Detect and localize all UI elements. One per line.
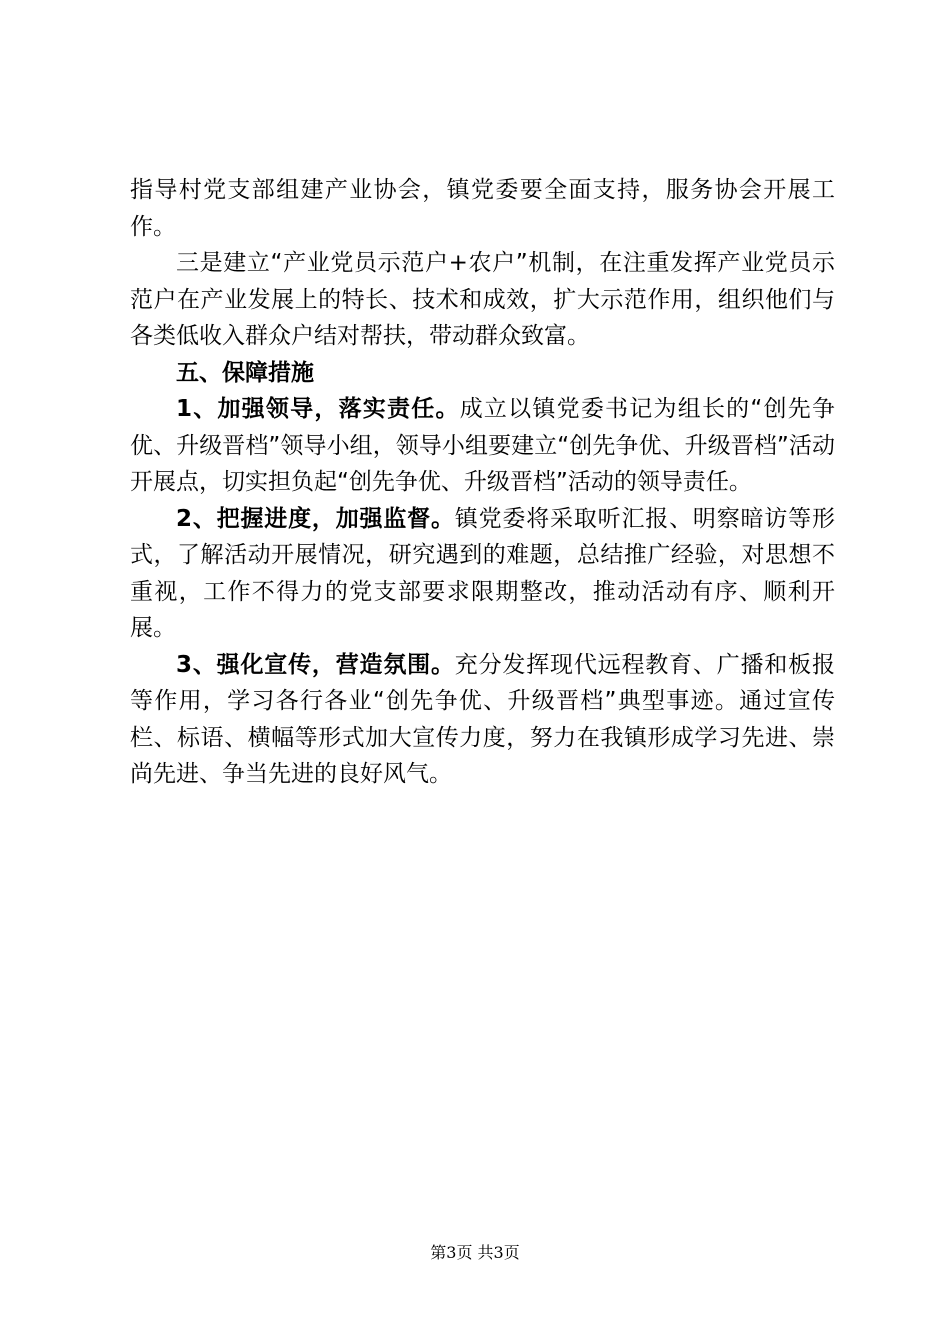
paragraph-leadership-lead: 1、加强领导，落实责任。 [176,396,460,422]
page-number-label: 第3页 共3页 [430,1243,520,1262]
paragraph-supervision-text: 镇党委将采取听汇报、明察暗访等形式，了解活动开展情况，研究遇到的难题，总结推广经验，对思想不重视，工作不得力的党支部要求限期整改，推动活动有序、顺利开展。 [130,505,835,641]
paragraph-continuation: 指导村党支部组建产业协会，镇党委要全面支持，服务协会开展工作。 [130,177,835,240]
paragraph-supervision-lead: 2、把握进度，加强监督。 [176,505,455,532]
paragraph-supervision [130,501,835,647]
paragraph-leadership [130,391,835,501]
paragraph-leadership-text: 成立以镇党委书记为组长的“创先争优、升级晋档”领导小组，领导小组要建立“创先争优、升级晋档”活动开展点，切实担负起“创先争优、升级晋档”活动的领导责任。 [130,396,835,495]
document-body [130,172,835,793]
paragraph-publicity [130,647,835,793]
paragraph-publicity-lead: 3、强化宣传，营造氛围。 [176,651,455,678]
page-footer [0,1243,950,1263]
paragraph-publicity-text: 充分发挥现代远程教育、广播和板报等作用，学习各行各业“创先争优、升级晋档”典型事迹。通过宣传栏、标语、横幅等形式加大宣传力度，努力在我镇形成学习先进、崇尚先进、争当先进的良好风气。 [130,651,835,787]
section-heading: 五、保障措施 [176,359,314,386]
paragraph-mechanism: 三是建立“产业党员示范户+农户”机制，在注重发挥产业党员示范户在产业发展上的特长、技术和成效，扩大示范作用，组织他们与各类低收入群众户结对帮扶，带动群众致富。 [130,250,835,349]
